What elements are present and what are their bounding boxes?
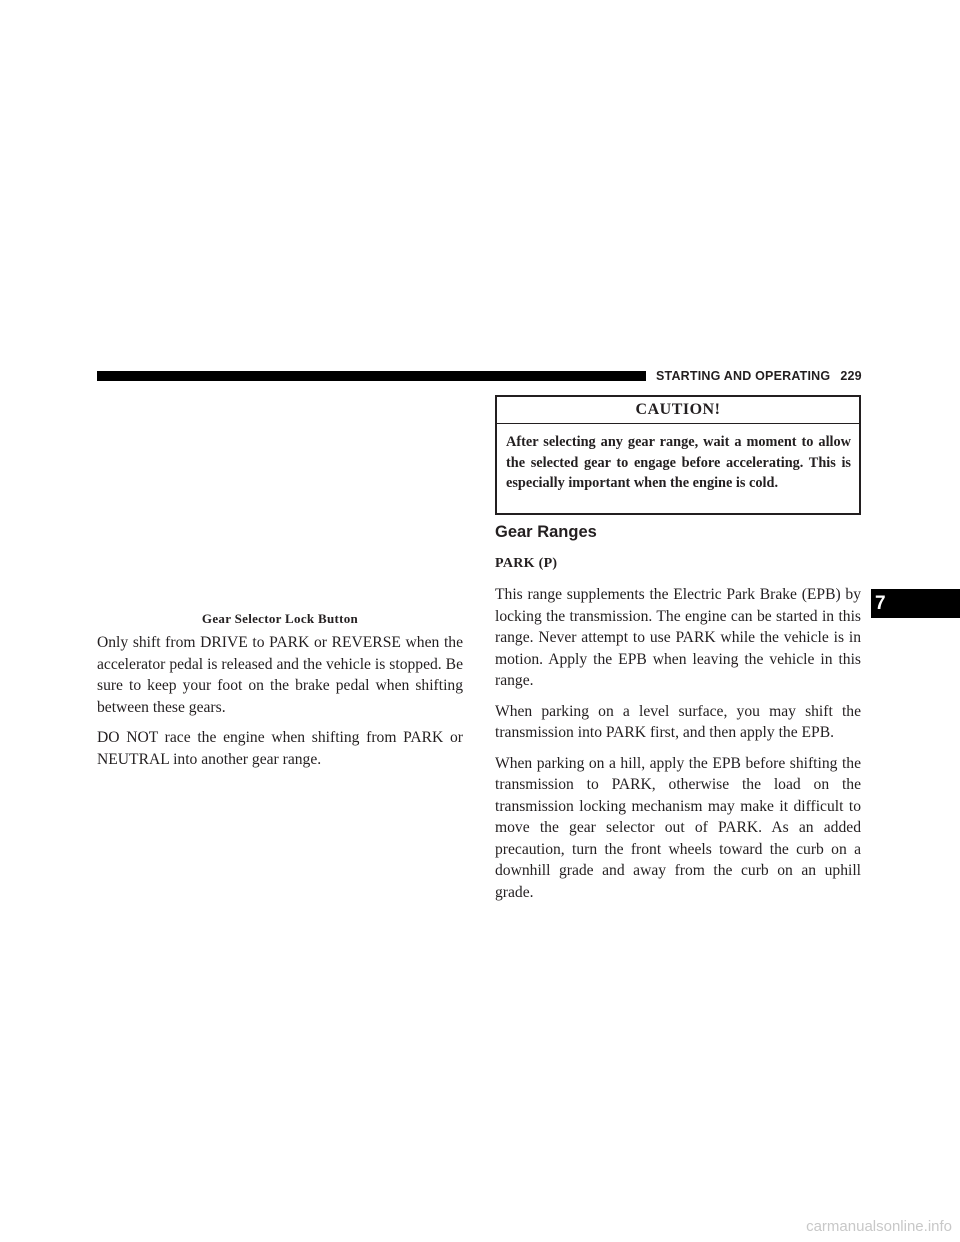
watermark-link[interactable]: carmanualsonline.info	[806, 1218, 952, 1235]
sub-heading: PARK (P)	[495, 556, 558, 571]
left-column	[97, 632, 463, 779]
body-paragraph: When parking on a level surface, you may shift the transmission into PARK first, and then apply the EPB.	[495, 702, 861, 741]
figure-caption: Gear Selector Lock Button	[201, 611, 359, 626]
right-column	[495, 584, 861, 912]
section-title: STARTING AND OPERATING	[656, 369, 831, 383]
page-number: 229	[840, 369, 862, 383]
chapter-tab: 7	[871, 589, 960, 618]
running-head	[656, 369, 876, 383]
body-paragraph: DO NOT race the engine when shifting from PARK or NEUTRAL into another gear range.	[97, 729, 463, 768]
caution-title: CAUTION!	[497, 397, 859, 424]
body-paragraph: This range supplements the Electric Park Brake (EPB) by locking the transmission. The engine can be started in this range. Never attempt to use PARK while the vehicle is in motion. Apply the EPB when leaving the vehicle in this range.	[495, 586, 861, 689]
caution-text: After selecting any gear range, wait a moment to allow the selected gear to engage before accelerating. This is especially important when the engine is cold.	[506, 434, 851, 491]
body-paragraph: Only shift from DRIVE to PARK or REVERSE when the accelerator pedal is released and the vehicle is stopped. Be sure to keep your foot on the brake pedal when shifting between these gears.	[97, 634, 463, 716]
body-paragraph: When parking on a hill, apply the EPB before shifting the transmission to PARK, otherwise the load on the transmission locking mechanism may make it difficult to move the gear selector out of PARK. As an added precaution, turn the front wheels toward the curb on a downhill grade and away from the curb on an uphill grade.	[495, 754, 861, 901]
header-rule	[97, 371, 646, 381]
caution-box	[495, 395, 861, 515]
section-heading: Gear Ranges	[495, 523, 597, 541]
